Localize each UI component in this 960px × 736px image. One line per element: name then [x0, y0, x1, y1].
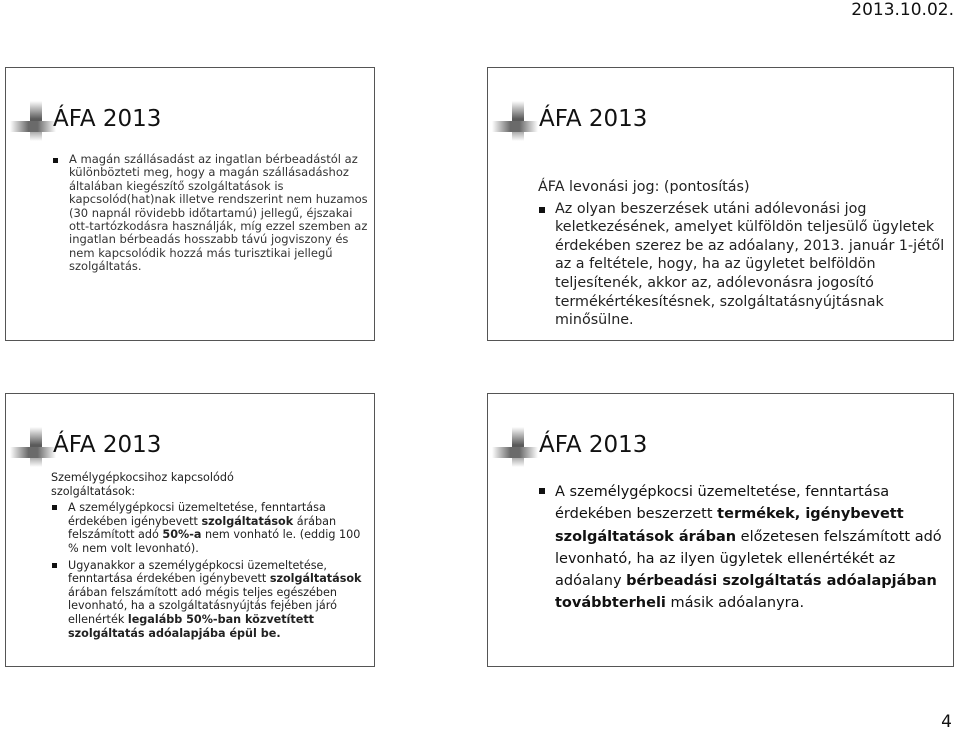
bullet-icon — [52, 563, 57, 568]
bullet-item — [51, 501, 366, 555]
cross-decoration-icon — [492, 427, 530, 465]
slide-body — [538, 481, 948, 615]
bullet-text: árában felszámított adó mégis teljes egészében levonható, ha a szolgáltatásnyújtás fejében járó ellenérték — [68, 585, 337, 626]
bullet-bold-text: szolgáltatások — [269, 572, 362, 586]
bullet-item — [538, 200, 948, 330]
bullet-text: A magán szállásadást az ingatlan bérbeadástól az különbözteti meg, hogy a magán szállásadáshoz általában kiegészítő szolgáltatások is kapcsolód(hat)nak illetve rendszerint nem huzamos (30 napnál rövidebb időtartamú) jellegű, éjszakai ott-tartózkodásra használják, míg ezzel szemben az ingatlan bérbeadás hosszabb távú jogviszony és nem kapcsolódik hozzá más turisztikai jellegű szolgáltatás. — [69, 152, 368, 274]
slide-body — [52, 153, 368, 274]
bullet-item — [52, 153, 368, 274]
slide-title: ÁFA 2013 — [539, 432, 648, 458]
bullet-icon — [539, 488, 545, 494]
cross-decoration-icon — [492, 101, 530, 139]
bullet-icon — [539, 207, 545, 213]
bullet-text: árában felszámított adó — [68, 514, 337, 542]
bullet-icon — [52, 505, 57, 510]
slide-1 — [5, 67, 375, 341]
page-number: 4 — [941, 712, 952, 732]
bullet-text: nem vonható le. (eddig 100 % nem volt levonható). — [68, 528, 361, 555]
bullet-text: Ugyanakkor a személygépkocsi üzemeltetése, fenntartása érdekében igénybevett — [68, 558, 327, 586]
bullet-text: A személygépkocsi üzemeltetése, fenntartása érdekében igénybevett — [68, 501, 326, 528]
bullet-text: Az olyan beszerzések utáni adólevonási jog keletkezésének, amelyet külföldön teljesülő ügyletek érdekében szerez be az adóalany, 2013. január 1-jétől az a feltétele, hogy, ha az ügyletet belföldön teljesítenék, akkor az, adólevonásra jogosító termékértékesítésnek, szolgáltatásnyújtásnak minősülne. — [555, 200, 945, 329]
bullet-bold-text: 50%-a — [162, 528, 202, 542]
bullet-text: A személygépkocsi üzemeltetése, fenntartása érdekében beszerzett — [555, 484, 890, 523]
slide-intro: ÁFA levonási jog: (pontosítás) — [538, 179, 750, 195]
slide-body — [51, 471, 366, 640]
slide-body — [538, 178, 948, 330]
slide-3 — [5, 393, 375, 667]
slide-title: ÁFA 2013 — [539, 106, 648, 132]
slide-2 — [487, 67, 954, 341]
bullet-bold-text: szolgáltatások — [201, 514, 294, 528]
cross-decoration-icon — [10, 101, 48, 139]
slide-intro-line-1: Személygépkocsihoz kapcsolódó — [51, 471, 234, 484]
bullet-text: másik adóalanyra. — [665, 595, 805, 612]
cross-decoration-icon — [10, 427, 48, 465]
bullet-bold-text: legalább 50%-ban közvetített szolgáltatás adóalapjába épül be. — [68, 612, 315, 640]
header-date: 2013.10.02. — [851, 0, 954, 20]
bullet-bold-text: bérbeadási szolgáltatás adóalapjában továbbterheli — [555, 573, 937, 612]
bullet-item — [538, 481, 948, 615]
bullet-bold-text: termékek, igénybevett szolgáltatások árában — [555, 506, 904, 545]
slide-intro-line-2: szolgáltatások: — [51, 484, 136, 498]
slide-4 — [487, 393, 954, 667]
slide-title: ÁFA 2013 — [53, 432, 162, 458]
slide-title: ÁFA 2013 — [53, 106, 162, 132]
bullet-icon — [53, 158, 58, 163]
bullet-text: előzetesen felszámított adó levonható, ha az ilyen ügyletek ellenértékét az adóalany — [555, 528, 942, 590]
bullet-item — [51, 559, 366, 641]
